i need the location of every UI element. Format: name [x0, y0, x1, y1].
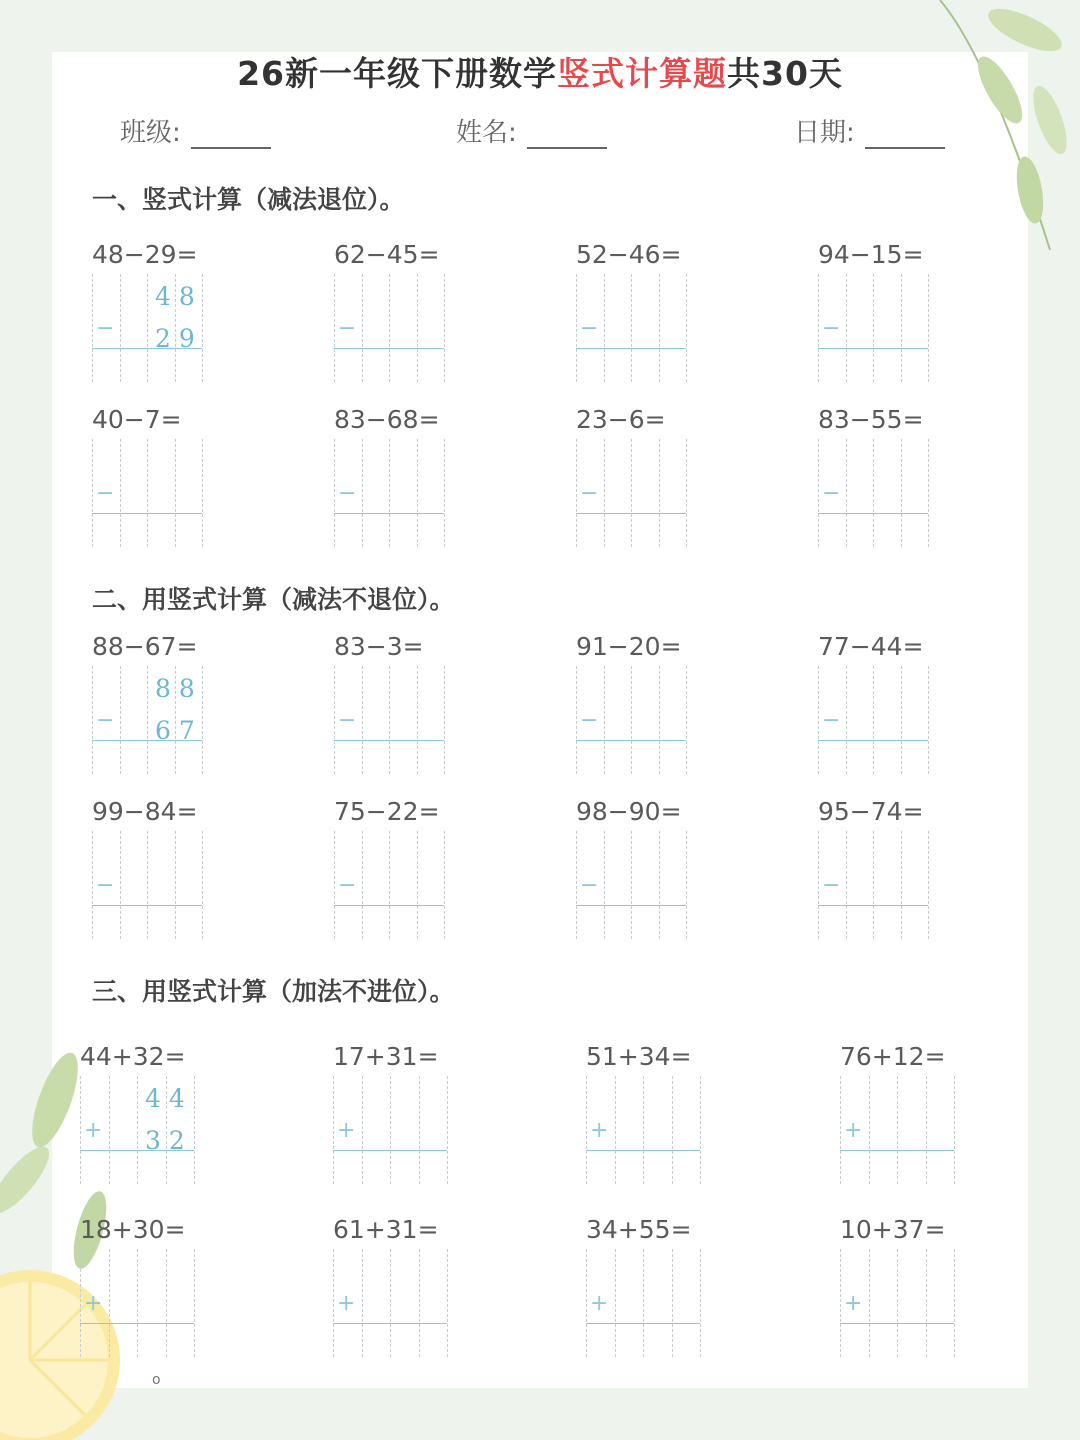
grid-line — [390, 1249, 391, 1357]
grid-line — [901, 666, 902, 774]
operator-sign: + — [844, 1118, 863, 1143]
grid-line — [576, 666, 577, 774]
vertical-calc-grid[interactable] — [92, 831, 202, 939]
sum-line — [334, 348, 444, 349]
grid-line — [333, 1249, 334, 1357]
grid-line — [419, 1249, 420, 1357]
grid-line — [928, 439, 929, 547]
problem-item — [818, 240, 938, 410]
vertical-calc-grid[interactable] — [92, 439, 202, 547]
grid-line — [175, 439, 176, 547]
problem-item — [333, 1042, 453, 1212]
grid-line — [686, 666, 687, 774]
problem-item — [80, 1215, 200, 1385]
grid-line — [147, 439, 148, 547]
grid-line — [840, 1076, 841, 1184]
operator-sign: − — [338, 873, 357, 898]
grid-line — [631, 274, 632, 382]
grid-line — [194, 1249, 195, 1357]
sum-line — [586, 1150, 700, 1151]
grid-line — [120, 274, 121, 382]
problem-item — [840, 1042, 960, 1212]
sum-line — [818, 513, 928, 514]
grid-line — [659, 666, 660, 774]
vertical-calc-grid[interactable] — [334, 666, 444, 774]
operator-sign: − — [338, 481, 357, 506]
grid-line — [700, 1076, 701, 1184]
grid-line — [202, 831, 203, 939]
problem-expression: 77−44= — [818, 632, 924, 661]
grid-line — [92, 439, 93, 547]
operator-sign: − — [96, 481, 115, 506]
grid-line — [390, 1076, 391, 1184]
grid-line — [604, 831, 605, 939]
sum-line — [586, 1323, 700, 1324]
grid-line — [362, 666, 363, 774]
operator-sign: + — [84, 1118, 103, 1143]
name-field — [456, 112, 607, 149]
grid-line — [686, 439, 687, 547]
vertical-calc-grid[interactable] — [818, 831, 928, 939]
grid-line — [166, 1249, 167, 1357]
problem-expression: 99−84= — [92, 797, 198, 826]
sum-line — [840, 1323, 954, 1324]
problem-item — [576, 797, 696, 967]
vertical-calc-grid[interactable] — [818, 666, 928, 774]
sum-line — [92, 905, 202, 906]
grid-line — [615, 1076, 616, 1184]
problem-item — [840, 1215, 960, 1385]
grid-line — [686, 274, 687, 382]
grid-line — [109, 1076, 110, 1184]
section-title-2: 二、用竖式计算（减法不退位）。 — [92, 585, 455, 614]
problem-expression: 23−6= — [576, 405, 666, 434]
grid-line — [926, 1076, 927, 1184]
sum-line — [334, 740, 444, 741]
grid-line — [659, 274, 660, 382]
sum-line — [576, 740, 686, 741]
grid-line — [576, 831, 577, 939]
grid-line — [926, 1249, 927, 1357]
grid-line — [846, 666, 847, 774]
problem-expression: 98−90= — [576, 797, 682, 826]
grid-line — [643, 1076, 644, 1184]
grid-line — [631, 666, 632, 774]
problem-item — [576, 240, 696, 410]
grid-line — [334, 666, 335, 774]
grid-line — [147, 274, 148, 382]
problem-expression: 91−20= — [576, 632, 682, 661]
sum-line — [840, 1150, 954, 1151]
problem-expression: 76+12= — [840, 1042, 946, 1071]
grid-line — [362, 1076, 363, 1184]
vertical-calc-grid[interactable] — [334, 274, 444, 382]
problem-expression: 88−67= — [92, 632, 198, 661]
grid-line — [631, 831, 632, 939]
grid-line — [444, 439, 445, 547]
class-label: 班级: — [120, 118, 181, 148]
grid-line — [901, 831, 902, 939]
grid-line — [873, 439, 874, 547]
vertical-calc-grid[interactable] — [840, 1249, 954, 1357]
problem-expression: 75−22= — [334, 797, 440, 826]
vertical-calc-grid[interactable] — [586, 1076, 700, 1184]
grid-line — [444, 666, 445, 774]
problem-expression: 83−55= — [818, 405, 924, 434]
vertical-calc-grid[interactable] — [92, 274, 202, 382]
vertical-calc-grid[interactable] — [576, 439, 686, 547]
problem-expression: 34+55= — [586, 1215, 692, 1244]
grid-line — [80, 1076, 81, 1184]
grid-line — [389, 439, 390, 547]
operator-sign: − — [96, 708, 115, 733]
vertical-calc-grid[interactable] — [334, 439, 444, 547]
grid-line — [954, 1076, 955, 1184]
grid-line — [631, 439, 632, 547]
grid-line — [928, 831, 929, 939]
grid-line — [92, 274, 93, 382]
title-part1: 26新一年级下册数学 — [237, 54, 557, 93]
grid-line — [334, 274, 335, 382]
section-title-1: 一、竖式计算（减法退位）。 — [92, 185, 405, 214]
sum-line — [333, 1150, 447, 1151]
grid-line — [586, 1249, 587, 1357]
vertical-calc-grid[interactable] — [818, 439, 928, 547]
top-digits: 4 4 — [145, 1084, 185, 1113]
grid-line — [202, 666, 203, 774]
grid-line — [928, 666, 929, 774]
operator-sign: − — [580, 481, 599, 506]
grid-line — [672, 1249, 673, 1357]
problem-item — [334, 632, 454, 802]
operator-sign: + — [590, 1291, 609, 1316]
grid-line — [419, 1076, 420, 1184]
problem-expression: 62−45= — [334, 240, 440, 269]
operator-sign: − — [822, 708, 841, 733]
grid-line — [137, 1076, 138, 1184]
grid-line — [444, 831, 445, 939]
operator-sign: − — [96, 316, 115, 341]
grid-line — [873, 666, 874, 774]
vertical-calc-grid[interactable] — [80, 1076, 194, 1184]
grid-line — [202, 439, 203, 547]
sum-line — [334, 513, 444, 514]
grid-line — [389, 831, 390, 939]
operator-sign: + — [590, 1118, 609, 1143]
grid-line — [92, 666, 93, 774]
grid-line — [389, 666, 390, 774]
vertical-calc-grid[interactable] — [840, 1076, 954, 1184]
sum-line — [334, 905, 444, 906]
grid-line — [334, 831, 335, 939]
date-field — [794, 112, 945, 149]
problem-item — [818, 405, 938, 575]
grid-line — [120, 666, 121, 774]
grid-line — [659, 831, 660, 939]
bottom-digits: 6 7 — [155, 716, 195, 745]
bottom-digits: 2 9 — [155, 324, 195, 353]
date-label: 日期: — [794, 118, 855, 148]
date-blank[interactable] — [865, 123, 945, 149]
grid-line — [846, 439, 847, 547]
vertical-calc-grid[interactable] — [576, 666, 686, 774]
grid-line — [362, 1249, 363, 1357]
class-field — [120, 112, 271, 149]
grid-line — [417, 666, 418, 774]
grid-line — [447, 1249, 448, 1357]
sum-line — [576, 348, 686, 349]
title-part2: 共30天 — [727, 54, 843, 93]
grid-line — [954, 1249, 955, 1357]
grid-line — [873, 831, 874, 939]
operator-sign: − — [338, 316, 357, 341]
operator-sign: − — [822, 873, 841, 898]
problem-expression: 83−3= — [334, 632, 424, 661]
top-digits: 4 8 — [155, 282, 195, 311]
grid-line — [92, 831, 93, 939]
problem-item — [92, 632, 212, 802]
grid-line — [928, 274, 929, 382]
vertical-calc-grid[interactable] — [334, 831, 444, 939]
grid-line — [659, 439, 660, 547]
grid-line — [846, 274, 847, 382]
problem-item — [92, 797, 212, 967]
problem-expression: 17+31= — [333, 1042, 439, 1071]
leaf-branch-decoration — [930, 0, 1080, 260]
problem-item — [818, 632, 938, 802]
grid-line — [362, 274, 363, 382]
grid-line — [818, 274, 819, 382]
vertical-calc-grid[interactable] — [92, 666, 202, 774]
problem-item — [333, 1215, 453, 1385]
grid-line — [901, 274, 902, 382]
grid-line — [897, 1076, 898, 1184]
problem-item — [80, 1042, 200, 1212]
problem-item — [92, 240, 212, 410]
grid-line — [417, 274, 418, 382]
name-label: 姓名: — [456, 118, 517, 148]
grid-line — [576, 439, 577, 547]
problem-item — [818, 797, 938, 967]
vertical-calc-grid[interactable] — [80, 1249, 194, 1357]
grid-line — [447, 1076, 448, 1184]
problem-expression: 61+31= — [333, 1215, 439, 1244]
problem-expression: 94−15= — [818, 240, 924, 269]
bottom-digits: 3 2 — [145, 1126, 185, 1155]
sum-line — [818, 740, 928, 741]
operator-sign: − — [822, 316, 841, 341]
grid-line — [333, 1076, 334, 1184]
grid-line — [417, 831, 418, 939]
grid-line — [901, 439, 902, 547]
grid-line — [846, 831, 847, 939]
operator-sign: − — [96, 873, 115, 898]
grid-line — [604, 666, 605, 774]
footer-mark: o — [152, 1372, 161, 1388]
title-highlight: 竖式计算题 — [557, 54, 727, 93]
grid-line — [604, 439, 605, 547]
grid-line — [604, 274, 605, 382]
vertical-calc-grid[interactable] — [576, 274, 686, 382]
grid-line — [672, 1076, 673, 1184]
vertical-calc-grid[interactable] — [333, 1249, 447, 1357]
class-blank[interactable] — [191, 123, 271, 149]
problem-item — [92, 405, 212, 575]
operator-sign: + — [84, 1291, 103, 1316]
problem-expression: 18+30= — [80, 1215, 186, 1244]
problem-expression: 48−29= — [92, 240, 198, 269]
vertical-calc-grid[interactable] — [576, 831, 686, 939]
grid-line — [818, 439, 819, 547]
sum-line — [576, 905, 686, 906]
sum-line — [818, 905, 928, 906]
grid-line — [586, 1076, 587, 1184]
problem-item — [334, 240, 454, 410]
grid-line — [202, 274, 203, 382]
grid-line — [120, 831, 121, 939]
operator-sign: + — [337, 1291, 356, 1316]
top-digits: 8 8 — [155, 674, 195, 703]
vertical-calc-grid[interactable] — [818, 274, 928, 382]
problem-item — [586, 1042, 706, 1212]
grid-line — [869, 1249, 870, 1357]
grid-line — [643, 1249, 644, 1357]
grid-line — [334, 439, 335, 547]
grid-line — [147, 666, 148, 774]
grid-line — [362, 439, 363, 547]
grid-line — [869, 1076, 870, 1184]
problem-item — [334, 405, 454, 575]
operator-sign: − — [580, 873, 599, 898]
problem-item — [576, 632, 696, 802]
grid-line — [80, 1249, 81, 1357]
problem-expression: 52−46= — [576, 240, 682, 269]
grid-line — [444, 274, 445, 382]
problem-expression: 10+37= — [840, 1215, 946, 1244]
grid-line — [818, 666, 819, 774]
name-blank[interactable] — [527, 123, 607, 149]
sum-line — [576, 513, 686, 514]
problem-expression: 51+34= — [586, 1042, 692, 1071]
grid-line — [576, 274, 577, 382]
grid-line — [120, 439, 121, 547]
grid-line — [362, 831, 363, 939]
grid-line — [686, 831, 687, 939]
grid-line — [109, 1249, 110, 1357]
operator-sign: + — [844, 1291, 863, 1316]
sum-line — [818, 348, 928, 349]
page-title — [0, 48, 1080, 95]
problem-item — [586, 1215, 706, 1385]
operator-sign: − — [580, 316, 599, 341]
grid-line — [897, 1249, 898, 1357]
section-title-3: 三、用竖式计算（加法不进位）。 — [92, 977, 455, 1006]
grid-line — [873, 274, 874, 382]
operator-sign: + — [337, 1118, 356, 1143]
grid-line — [615, 1249, 616, 1357]
grid-line — [417, 439, 418, 547]
problem-item — [576, 405, 696, 575]
problem-item — [334, 797, 454, 967]
grid-line — [840, 1249, 841, 1357]
grid-line — [700, 1249, 701, 1357]
operator-sign: − — [822, 481, 841, 506]
grid-line — [194, 1076, 195, 1184]
operator-sign: − — [338, 708, 357, 733]
vertical-calc-grid[interactable] — [333, 1076, 447, 1184]
problem-expression: 83−68= — [334, 405, 440, 434]
problem-expression: 40−7= — [92, 405, 182, 434]
operator-sign: − — [580, 708, 599, 733]
sum-line — [80, 1323, 194, 1324]
grid-line — [147, 831, 148, 939]
grid-line — [818, 831, 819, 939]
grid-line — [137, 1249, 138, 1357]
sum-line — [92, 513, 202, 514]
problem-expression: 44+32= — [80, 1042, 186, 1071]
sum-line — [333, 1323, 447, 1324]
grid-line — [175, 831, 176, 939]
grid-line — [389, 274, 390, 382]
vertical-calc-grid[interactable] — [586, 1249, 700, 1357]
problem-expression: 95−74= — [818, 797, 924, 826]
